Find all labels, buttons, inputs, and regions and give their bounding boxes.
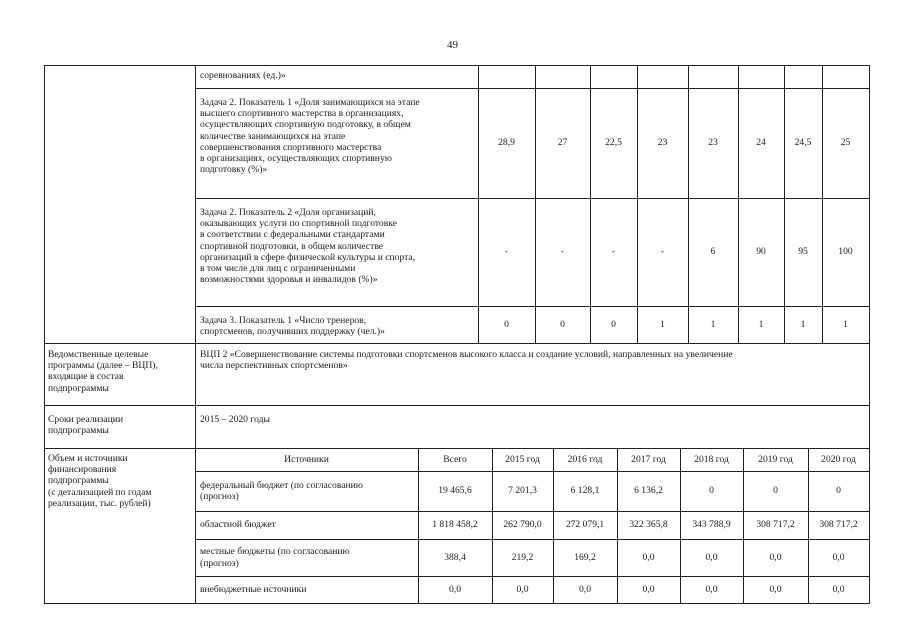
finance-source: (прогноз): [200, 491, 239, 502]
finance-value: 0: [773, 485, 778, 497]
finance-label: Объем и источники: [48, 453, 128, 464]
indicator-text: возможностями здоровья и инвалидов (%)»: [200, 274, 378, 286]
indicator-row-divider: [195, 88, 869, 89]
indicator-value: 22,5: [605, 137, 622, 149]
indicator-value: 0: [560, 318, 565, 330]
indicator-text: подготовку (%)»: [200, 164, 268, 176]
indicator-value: -: [504, 246, 509, 258]
finance-header: Всего: [443, 454, 467, 465]
table-border-left: [44, 65, 45, 603]
indicator-text: в организациях, осуществляющих спортивную: [200, 153, 392, 164]
finance-value: 0,0: [449, 583, 461, 595]
vcp-text: ВЦП 2 «Совершенствование системы подготовки спортсменов высокого класса и создание условий, направленных на увеличение: [200, 349, 733, 360]
finance-value: 262 790,0: [503, 519, 542, 531]
section-divider: [44, 448, 869, 449]
finance-label: финансирования: [48, 464, 117, 476]
indicator-text: Задача 2. Показатель 1 «Доля занимающихся на этапе: [200, 97, 420, 108]
finance-source: федеральный бюджет (по согласованию: [200, 479, 363, 491]
indicator-text: совершенствования спортивного мастерства: [200, 141, 382, 153]
indicator-value: 0: [504, 318, 509, 330]
finance-row-divider: [195, 539, 869, 540]
finance-value: 322 365,8: [629, 519, 668, 531]
indicator-text: спортсменов, получивших поддержку (чел.)»: [200, 326, 385, 338]
indicator-value: 1: [660, 318, 665, 330]
indicator-value: 25: [840, 137, 851, 149]
indicator-text: Задача 2. Показатель 2 «Доля организаций,: [200, 207, 376, 218]
finance-value: 0,0: [769, 583, 782, 595]
vcp-label: программы (далее – ВЦП),: [48, 360, 158, 372]
value-column-divider: [688, 65, 689, 343]
finance-value: 7 201,3: [508, 485, 537, 497]
finance-header: 2018 год: [694, 454, 729, 465]
finance-label: подпрограммы: [48, 475, 109, 487]
indicator-value: -: [611, 246, 616, 258]
label-column-divider: [195, 65, 196, 603]
indicator-value: 1: [843, 318, 848, 330]
table-border-bottom: [44, 603, 870, 604]
indicator-value: 24,5: [794, 137, 812, 149]
finance-value: 169,2: [574, 551, 596, 563]
indicator-value: 1: [710, 318, 716, 330]
value-column-divider: [535, 65, 536, 343]
finance-header: Источники: [284, 454, 329, 465]
indicator-value: 23: [657, 137, 668, 149]
indicator-value: 24: [756, 137, 766, 149]
value-column-divider: [822, 65, 823, 343]
value-column-divider: [637, 65, 638, 343]
indicator-row-divider: [195, 198, 869, 199]
finance-value: 0,0: [642, 583, 655, 595]
indicator-text: спортивной подготовки, в общем количестве: [200, 240, 384, 252]
section-divider: [44, 405, 869, 406]
indicator-value: 1: [800, 318, 806, 330]
finance-value: 308 717,2: [819, 519, 858, 531]
indicator-value: 6: [710, 246, 716, 258]
indicator-value: 95: [798, 246, 808, 258]
indicator-value: 23: [708, 137, 718, 149]
finance-value: 19 465,6: [438, 485, 472, 497]
value-column-divider: [478, 65, 479, 343]
indicator-value: 0: [611, 318, 616, 330]
vcp-label: подпрограммы: [48, 382, 109, 394]
indicator-text: в том числе для лиц с ограниченными: [200, 263, 356, 274]
finance-value: 1 818 458,2: [432, 519, 478, 531]
indicator-text: оказывающих услуги по спортивной подготовке: [200, 218, 397, 230]
finance-value: 388,4: [444, 551, 466, 563]
indicator-value: 28,9: [498, 137, 515, 149]
finance-label: (с детализацией по годам: [48, 486, 152, 498]
finance-header: 2016 год: [567, 454, 603, 465]
finance-value: 272 079,1: [565, 519, 605, 531]
table-border-top: [44, 65, 869, 66]
vcp-text: числа перспективных спортсменов»: [200, 360, 348, 372]
indicator-text: организаций в сфере физической культуры и спорта,: [200, 251, 416, 263]
indicator-value: -: [660, 246, 665, 258]
finance-row-divider: [195, 576, 869, 577]
indicator-value: 100: [838, 246, 853, 258]
value-column-divider: [590, 65, 591, 343]
finance-header: 2017 год: [631, 454, 666, 465]
finance-label: реализации, тыс. рублей): [48, 497, 151, 509]
finance-row-divider: [195, 511, 869, 512]
finance-value: 0,0: [832, 551, 845, 563]
finance-source: местные бюджеты (по согласованию: [200, 546, 350, 558]
indicator-text: осуществляющих спортивную подготовку, в общем: [200, 119, 411, 131]
finance-value: 0,0: [769, 551, 782, 563]
terms-value: 2015 – 2020 годы: [200, 414, 270, 425]
terms-label: Сроки реализации: [48, 414, 124, 425]
finance-value: 6 136,2: [634, 485, 663, 497]
indicator-value: 27: [557, 137, 568, 149]
indicator-text: в соответствии с федеральными стандартами: [200, 229, 385, 241]
finance-value: 0: [836, 485, 841, 497]
finance-value: 0,0: [705, 551, 718, 563]
indicator-text: Задача 3. Показатель 1 «Число тренеров,: [200, 315, 367, 326]
vcp-label: входящие в состав: [48, 371, 124, 383]
finance-source: внебюджетные источники: [200, 583, 307, 595]
finance-value: 0,0: [705, 583, 718, 595]
page-number: 49: [447, 39, 458, 51]
finance-value: 0,0: [642, 551, 655, 563]
finance-value: 0,0: [832, 583, 845, 595]
indicator-text: соревнованиях (ед.)»: [200, 70, 286, 81]
finance-source: областной бюджет: [200, 519, 276, 531]
indicator-text: высшего спортивного мастерства в организациях,: [200, 108, 404, 120]
finance-header: 2015 год: [505, 454, 540, 465]
vcp-label: Ведомственные целевые: [48, 349, 149, 360]
finance-header: 2019 год: [758, 454, 793, 465]
finance-value: 308 717,2: [756, 519, 795, 531]
indicator-text: количестве занимающихся на этапе: [200, 130, 346, 142]
section-divider: [44, 343, 869, 344]
terms-label: подпрограммы: [48, 425, 109, 437]
indicator-value: 1: [758, 318, 764, 330]
indicator-value: -: [560, 246, 565, 258]
finance-value: 0,0: [516, 583, 529, 595]
finance-value: 6 128,1: [570, 485, 600, 497]
finance-row-divider: [195, 471, 869, 472]
finance-value: 343 788,9: [692, 519, 731, 531]
finance-value: 0: [709, 485, 714, 497]
indicator-value: 90: [756, 246, 766, 258]
value-column-divider: [738, 65, 739, 343]
finance-value: 219,2: [511, 551, 534, 563]
indicator-row-divider: [195, 306, 869, 307]
table-border-right: [869, 65, 870, 604]
finance-value: 0,0: [579, 583, 591, 595]
finance-source: (прогноз): [200, 557, 239, 569]
value-column-divider: [784, 65, 785, 343]
finance-header: 2020 год: [821, 454, 856, 465]
